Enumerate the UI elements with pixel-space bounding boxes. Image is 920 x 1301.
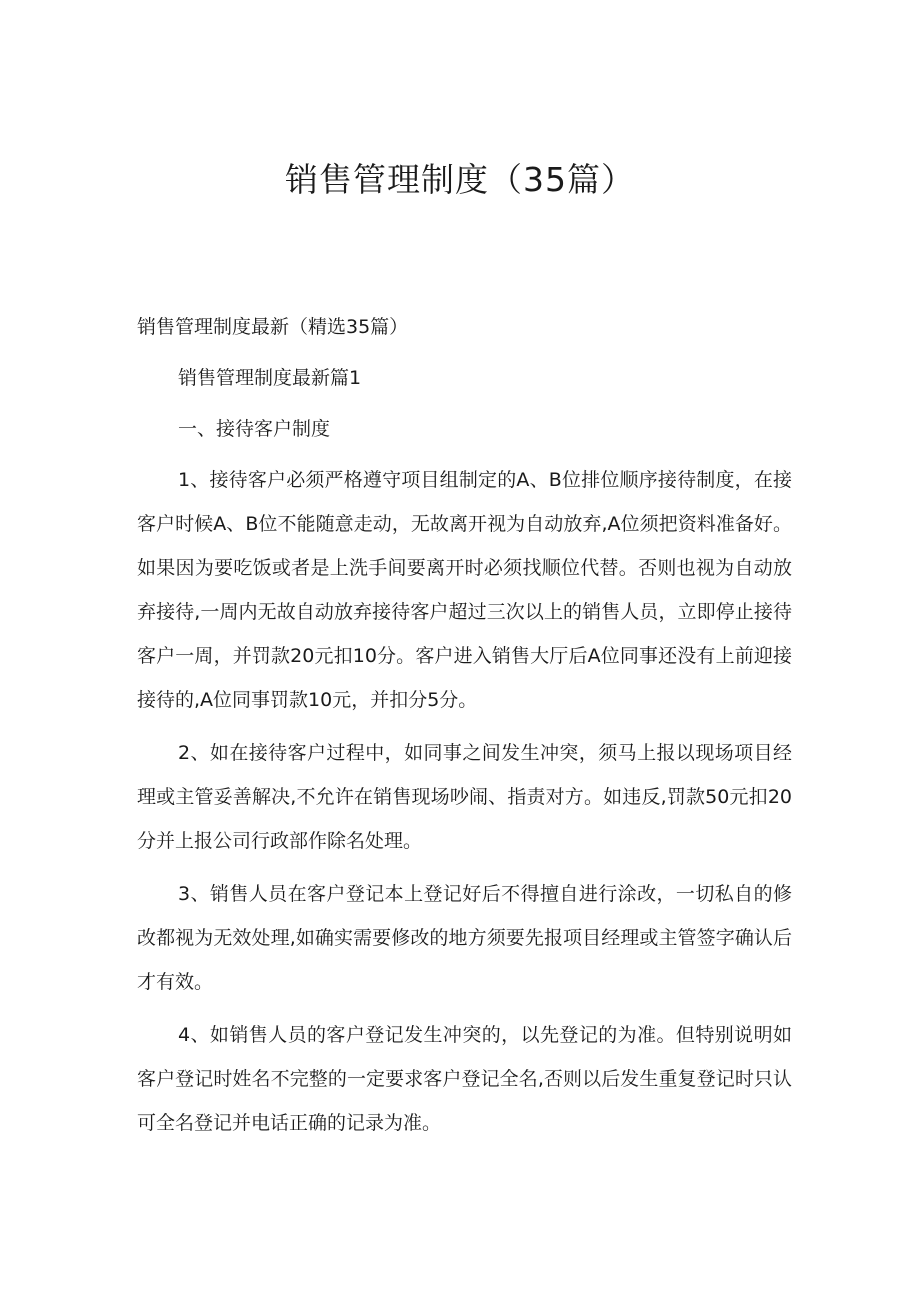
document-title: 销售管理制度（35篇） [285,160,635,199]
document-subtitle: 销售管理制度最新（精选35篇） [137,316,409,338]
section-heading: 销售管理制度最新篇1 [178,367,362,389]
paragraph-3: 3、销售人员在客户登记本上登记好后不得擅自进行涂改，一切私自的修改都视为无效处理,如确实需要修改的地方须要先报项目经理或主管签字确认后才有效。 [137,883,792,993]
paragraph-2: 2、如在接待客户过程中，如同事之间发生冲突，须马上报以现场项目经理或主管妥善解决,不允许在销售现场吵闹、指责对方。如违反,罚款50元扣20分并上报公司行政部作除名处理。 [137,742,792,852]
document-body [137,305,792,1145]
paragraph-1: 1、接待客户必须严格遵守项目组制定的A、B位排位顺序接待制度，在接客户时候A、B位不能随意走动，无故离开视为自动放弃,A位须把资料准备好。如果因为要吃饭或者是上洗手间要离开时必须找顺位代替。否则也视为自动放弃接待,一周内无故自动放弃接待客户超过三次以上的销售人员，立即停止接待客户一周，并罚款20元扣10分。客户进入销售大厅后A位同事还没有上前迎接接待的,A位同事罚款10元，并扣分5分。 [137,469,792,711]
paragraph-4: 4、如销售人员的客户登记发生冲突的，以先登记的为准。但特别说明如客户登记时姓名不完整的一定要求客户登记全名,否则以后发生重复登记时只认可全名登记并电话正确的记录为准。 [137,1024,792,1134]
chapter-heading: 一、接待客户制度 [178,418,331,440]
